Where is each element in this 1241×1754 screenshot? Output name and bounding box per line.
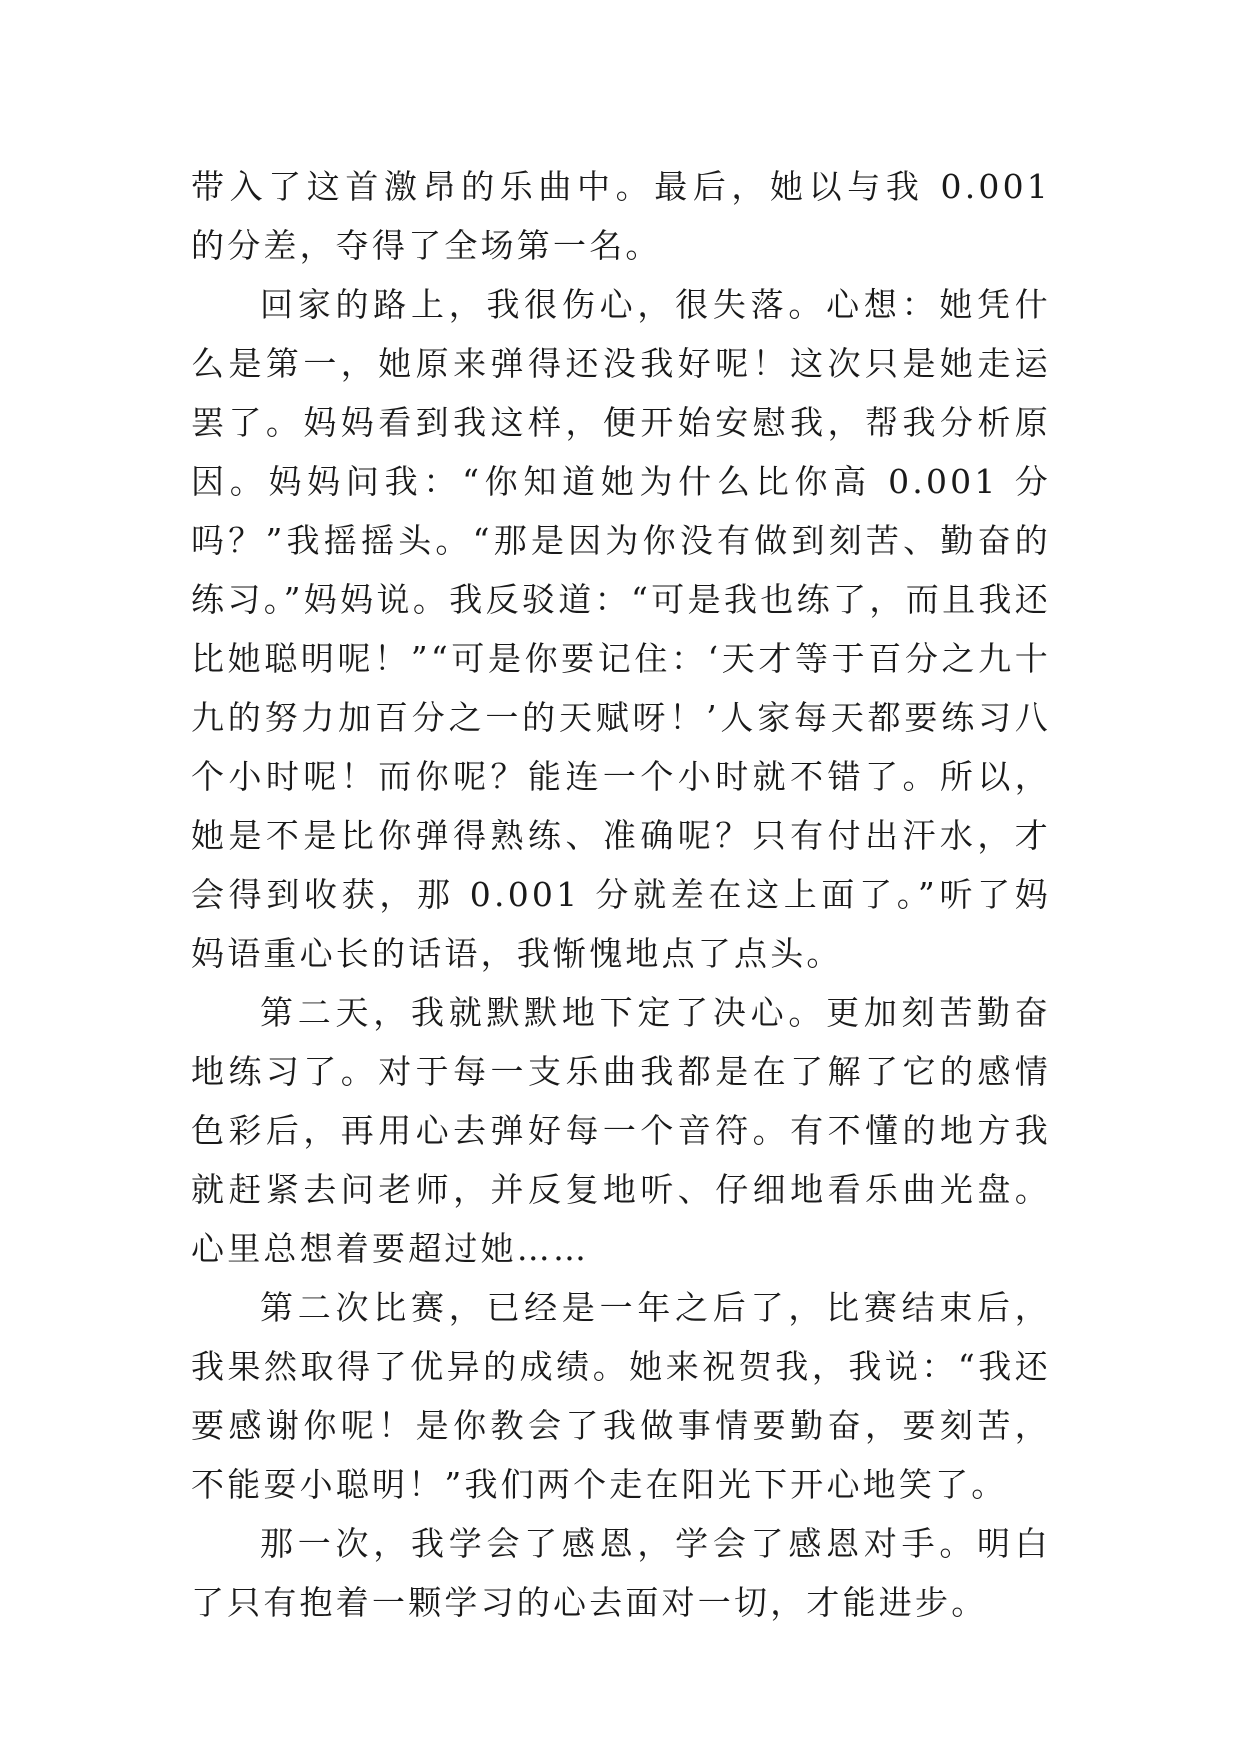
paragraph-4: 第二次比赛，已经是一年之后了，比赛结束后，我果然取得了优异的成绩。她来祝贺我，我说：“我还要感谢你呢！是你教会了我做事情要勤奋，要刻苦，不能耍小聪明！”我们两个走在阳光下开心地笑了。	[191, 1288, 1051, 1504]
paragraph-2: 回家的路上，我很伤心，很失落。心想：她凭什么是第一，她原来弹得还没我好呢！这次只是她走运罢了。妈妈看到我这样，便开始安慰我，帮我分析原因。妈妈问我：“你知道她为什么比你高 0.001 分吗？”我摇摇头。“那是因为你没有做到刻苦、勤奋的练习。”妈妈说。我反驳道：“可是我也练了，而且我还比她聪明呢！”“可是你要记住：‘天才等于百分之九十九的努力加百分之一的天赋呀！’人家每天都要练习八个小时呢！而你呢？能连一个小时就不错了。所以，她是不是比你弹得熟练、准确呢？只有付出汗水，才会得到收获，那 0.001 分就差在这上面了。”听了妈妈语重心长的话语，我惭愧地点了点头。	[191, 285, 1051, 973]
paragraph-3: 第二天，我就默默地下定了决心。更加刻苦勤奋地练习了。对于每一支乐曲我都是在了解了它的感情色彩后，再用心去弹好每一个音符。有不懂的地方我就赶紧去问老师，并反复地听、仔细地看乐曲光盘。心里总想着要超过她……	[191, 993, 1051, 1268]
paragraph-5: 那一次，我学会了感恩，学会了感恩对手。明白了只有抱着一颗学习的心去面对一切，才能进步。	[191, 1524, 1051, 1622]
paragraph-1: 带入了这首激昂的乐曲中。最后，她以与我 0.001 的分差，夺得了全场第一名。	[191, 167, 1051, 265]
article-body	[191, 157, 1051, 1632]
